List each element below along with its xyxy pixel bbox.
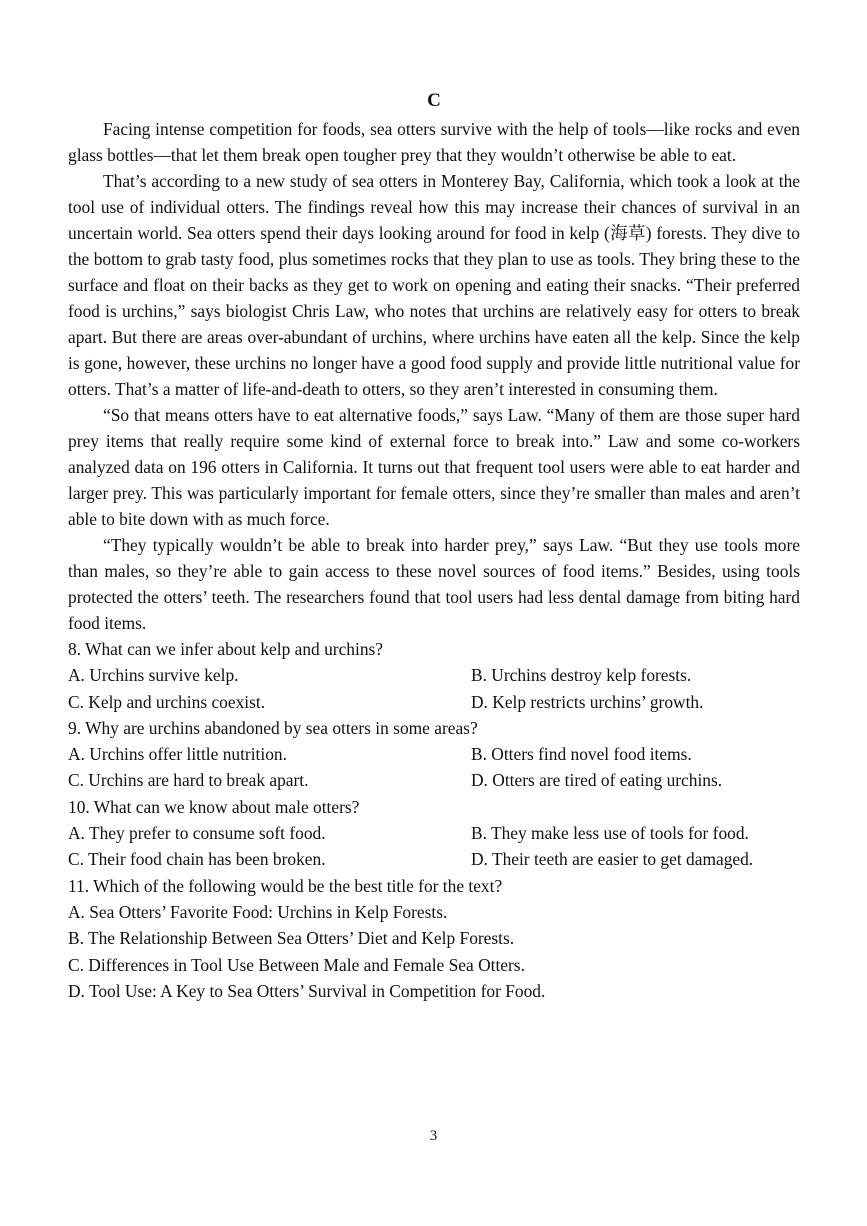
option-c[interactable]: C. Urchins are hard to break apart. <box>68 770 309 791</box>
question-10 <box>68 794 800 873</box>
option-row <box>68 689 800 715</box>
question-stem: 9. Why are urchins abandoned by sea otters in some areas? <box>68 717 478 738</box>
questions <box>68 636 800 1004</box>
question-8 <box>68 636 800 715</box>
option-a[interactable]: A. Urchins offer little nutrition. <box>68 744 287 765</box>
option-b[interactable]: B. They make less use of tools for food. <box>471 823 749 844</box>
paragraph-1: Facing intense competition for foods, sea otters survive with the help of tools—like rocks and even glass bottles—that let them break open tougher prey that they wouldn’t otherwise be able to eat. <box>68 119 800 165</box>
option-a[interactable]: A. Urchins survive kelp. <box>68 665 239 686</box>
section-title: C <box>427 90 441 111</box>
page-number: 3 <box>429 1128 438 1144</box>
option-row <box>68 820 800 846</box>
option-c[interactable]: C. Their food chain has been broken. <box>68 849 326 870</box>
option-b[interactable]: B. Urchins destroy kelp forests. <box>471 665 692 686</box>
option-d[interactable]: D. Otters are tired of eating urchins. <box>471 770 723 791</box>
option-row <box>68 767 800 793</box>
option-b[interactable]: B. Otters find novel food items. <box>471 744 692 765</box>
option-a[interactable]: A. They prefer to consume soft food. <box>68 823 326 844</box>
option-row <box>68 846 800 872</box>
option-d[interactable]: D. Kelp restricts urchins’ growth. <box>471 691 704 712</box>
document-page <box>68 90 800 1004</box>
option-c[interactable]: C. Differences in Tool Use Between Male and Female Sea Otters. <box>68 954 525 975</box>
question-11 <box>68 873 800 1004</box>
option-row <box>68 662 800 688</box>
question-9 <box>68 715 800 794</box>
question-stem: 8. What can we infer about kelp and urchins? <box>68 639 384 659</box>
paragraph-4: “They typically wouldn’t be able to break into harder prey,” says Law. “But they use tools more than males, so they’re able to gain access to these novel sources of food items.” Besides, using tools protected the otters’ teeth. The researchers found that tool users had less dental damage from biting hard food items. <box>68 535 800 633</box>
question-stem: 11. Which of the following would be the best title for the text? <box>68 875 503 896</box>
option-a[interactable]: A. Sea Otters’ Favorite Food: Urchins in Kelp Forests. <box>68 901 448 922</box>
option-row <box>68 741 800 767</box>
option-d[interactable]: D. Tool Use: A Key to Sea Otters’ Survival in Competition for Food. <box>68 980 546 1001</box>
question-stem: 10. What can we know about male otters? <box>68 796 360 817</box>
paragraph-3: “So that means otters have to eat alternative foods,” says Law. “Many of them are those super hard prey items that really require some kind of external force to break into.” Law and some co-workers analyzed data on 196 otters in California. It turns out that frequent tool users were able to eat harder and larger prey. This was particularly important for female otters, since they’re smaller than males and aren’t able to bite down with as much force. <box>68 405 800 529</box>
passage <box>68 116 800 636</box>
paragraph-2: That’s according to a new study of sea otters in Monterey Bay, California, which took a look at the tool use of individual otters. The findings reveal how this may increase their chances of survival in an uncertain world. Sea otters spend their days looking around for food in kelp (海草) forests. They dive to the bottom to grab tasty food, plus sometimes rocks that they plan to use as tools. They bring these to the surface and float on their backs as they get to work on opening and eating their snacks. “Their preferred food is urchins,” says biologist Chris Law, who notes that urchins are relatively easy for otters to break apart. But there are areas over-abundant of urchins, where urchins have eaten all the kelp. Since the kelp is gone, however, these urchins no longer have a good food supply and provide little nutritional value for otters. That’s a matter of life-and-death to otters, so they aren’t interested in consuming them. <box>68 171 800 399</box>
option-c[interactable]: C. Kelp and urchins coexist. <box>68 691 266 712</box>
option-b[interactable]: B. The Relationship Between Sea Otters’ Diet and Kelp Forests. <box>68 928 515 949</box>
option-d[interactable]: D. Their teeth are easier to get damaged. <box>471 849 754 870</box>
